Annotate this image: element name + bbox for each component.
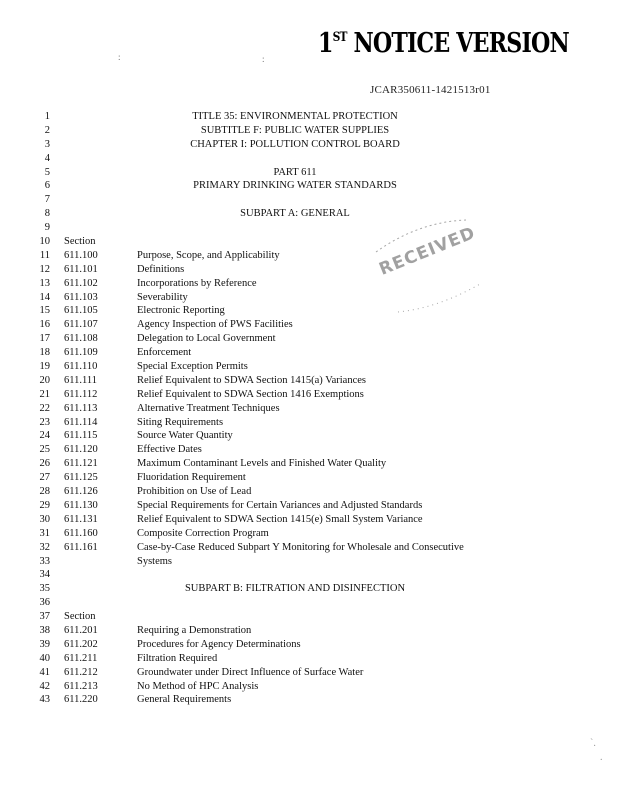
line-number: 26 xyxy=(39,458,50,470)
section-title: Incorporations by Reference xyxy=(137,277,257,289)
section-number: 611.220 xyxy=(64,694,98,706)
section-title: Delegation to Local Government xyxy=(137,333,276,345)
document-line xyxy=(0,429,618,443)
heading-text: CHAPTER I: POLLUTION CONTROL BOARD xyxy=(190,138,400,150)
document-line xyxy=(0,402,618,416)
numbered-lines xyxy=(0,110,618,707)
section-title: Special Requirements for Certain Variances and Adjusted Standards xyxy=(137,499,423,511)
section-title: Relief Equivalent to SDWA Section 1415(a) Variances xyxy=(137,374,367,386)
document-line xyxy=(0,235,618,249)
line-number: 35 xyxy=(39,583,50,595)
line-number: 14 xyxy=(39,291,50,303)
section-title: Severability xyxy=(137,291,188,303)
section-title: Prohibition on Use of Lead xyxy=(137,486,252,498)
line-number: 9 xyxy=(44,222,50,234)
section-title: Relief Equivalent to SDWA Section 1415(e) Small System Variance xyxy=(137,513,423,525)
section-title: Purpose, Scope, and Applicability xyxy=(137,249,280,261)
section-title: Relief Equivalent to SDWA Section 1416 Exemptions xyxy=(137,388,364,400)
line-number: 36 xyxy=(39,597,50,609)
document-line xyxy=(0,541,618,555)
section-number: 611.130 xyxy=(64,499,98,511)
section-number: 611.125 xyxy=(64,472,98,484)
section-number: 611.114 xyxy=(64,416,98,428)
section-number: 611.103 xyxy=(64,291,98,303)
line-number: 7 xyxy=(44,194,50,206)
line-number: 32 xyxy=(39,541,50,553)
section-title: Groundwater under Direct Influence of Surface Water xyxy=(137,666,364,678)
section-number: 611.111 xyxy=(64,374,97,386)
document-line xyxy=(0,304,618,318)
line-number: 31 xyxy=(39,527,50,539)
section-number: 611.213 xyxy=(64,680,98,692)
line-number: 2 xyxy=(44,124,50,136)
line-number: 19 xyxy=(39,361,50,373)
section-title: Special Exception Permits xyxy=(137,361,248,373)
document-line xyxy=(0,499,618,513)
section-column-heading: Section xyxy=(64,611,96,623)
line-number: 23 xyxy=(39,416,50,428)
line-number: 28 xyxy=(39,486,50,498)
section-title: No Method of HPC Analysis xyxy=(137,680,259,692)
line-number: 33 xyxy=(39,555,50,567)
section-title: Filtration Required xyxy=(137,652,218,664)
section-number: 611.110 xyxy=(64,361,98,373)
heading-text: SUBPART B: FILTRATION AND DISINFECTION xyxy=(184,583,406,595)
document-line xyxy=(0,110,618,124)
line-number: 10 xyxy=(39,236,50,248)
section-number: 611.131 xyxy=(64,513,98,525)
line-number: 15 xyxy=(39,305,50,317)
document-line xyxy=(0,666,618,680)
section-number: 611.102 xyxy=(64,277,98,289)
document-line xyxy=(0,207,618,221)
document-line xyxy=(0,124,618,138)
section-title: Maximum Contaminant Levels and Finished Water Quality xyxy=(137,458,387,470)
line-number: 17 xyxy=(39,333,50,345)
document-line xyxy=(0,249,618,263)
document-line xyxy=(0,555,618,569)
heading-text: SUBTITLE F: PUBLIC WATER SUPPLIES xyxy=(200,124,390,136)
scan-mark: `. xyxy=(590,738,596,749)
scan-mark: : xyxy=(262,54,265,64)
document-line xyxy=(0,152,618,166)
line-number: 3 xyxy=(44,138,50,150)
line-number: 41 xyxy=(39,666,50,678)
line-number: 20 xyxy=(39,374,50,386)
heading-text: PART 611 xyxy=(273,166,317,178)
section-number: 611.101 xyxy=(64,263,98,275)
line-number: 24 xyxy=(39,430,50,442)
document-line xyxy=(0,221,618,235)
section-title: Composite Correction Program xyxy=(137,527,269,539)
section-title: Definitions xyxy=(137,263,185,275)
document-line xyxy=(0,582,618,596)
section-title: Fluoridation Requirement xyxy=(137,472,246,484)
document-line xyxy=(0,652,618,666)
document-line xyxy=(0,443,618,457)
section-column-heading: Section xyxy=(64,236,96,248)
section-number: 611.113 xyxy=(64,402,98,414)
document-line xyxy=(0,263,618,277)
section-number: 611.107 xyxy=(64,319,98,331)
line-number: 11 xyxy=(39,249,50,261)
section-title: Alternative Treatment Techniques xyxy=(137,402,280,414)
document-line xyxy=(0,638,618,652)
line-number: 27 xyxy=(39,472,50,484)
document-line xyxy=(0,624,618,638)
document-line xyxy=(0,360,618,374)
heading-text: TITLE 35: ENVIRONMENTAL PROTECTION xyxy=(192,111,398,122)
document-line xyxy=(0,291,618,305)
section-title: Case-by-Case Reduced Subpart Y Monitoring for Wholesale and Consecutive xyxy=(137,541,464,553)
line-number: 18 xyxy=(39,347,50,359)
heading-text: PRIMARY DRINKING WATER STANDARDS xyxy=(193,180,397,192)
line-number: 37 xyxy=(39,611,50,623)
line-number: 1 xyxy=(44,111,50,122)
heading-text: SUBPART A: GENERAL xyxy=(240,208,350,220)
line-number: 25 xyxy=(39,444,50,456)
line-number: 40 xyxy=(39,652,50,664)
section-number: 611.202 xyxy=(64,638,98,650)
document-line xyxy=(0,680,618,694)
line-number: 12 xyxy=(39,263,50,275)
document-line xyxy=(0,693,618,707)
section-number: 611.211 xyxy=(64,652,98,664)
first-notice-stamp: 1ST NOTICE VERSION xyxy=(318,28,569,59)
section-number: 611.108 xyxy=(64,333,98,345)
document-line xyxy=(0,193,618,207)
section-number: 611.112 xyxy=(64,388,98,400)
section-title: Electronic Reporting xyxy=(137,305,225,317)
document-line xyxy=(0,374,618,388)
document-line xyxy=(0,527,618,541)
scan-mark: : xyxy=(118,52,121,62)
document-line xyxy=(0,138,618,152)
section-number: 611.126 xyxy=(64,486,98,498)
document-line xyxy=(0,166,618,180)
line-number: 5 xyxy=(44,166,50,178)
line-number: 4 xyxy=(44,152,50,164)
section-title: Procedures for Agency Determinations xyxy=(137,638,301,650)
section-title-continued: Systems xyxy=(137,555,173,567)
document-line xyxy=(0,471,618,485)
section-number: 611.201 xyxy=(64,624,98,636)
section-number: 611.109 xyxy=(64,347,98,359)
document-line xyxy=(0,388,618,402)
section-number: 611.105 xyxy=(64,305,98,317)
document-line xyxy=(0,416,618,430)
document-line xyxy=(0,457,618,471)
document-line xyxy=(0,513,618,527)
document-line xyxy=(0,568,618,582)
section-number: 611.160 xyxy=(64,527,98,539)
section-title: Agency Inspection of PWS Facilities xyxy=(137,319,293,331)
stamp-word: RECEIVED xyxy=(376,223,479,280)
section-number: 611.212 xyxy=(64,666,98,678)
section-title: Effective Dates xyxy=(137,444,202,456)
section-number: 611.100 xyxy=(64,249,98,261)
section-title: Siting Requirements xyxy=(137,416,224,428)
line-number: 29 xyxy=(39,499,50,511)
section-number: 611.120 xyxy=(64,444,98,456)
section-title: General Requirements xyxy=(137,694,232,706)
line-number: 21 xyxy=(39,388,50,400)
line-number: 16 xyxy=(39,319,50,331)
document-line xyxy=(0,179,618,193)
document-line xyxy=(0,332,618,346)
document-line xyxy=(0,485,618,499)
section-number: 611.161 xyxy=(64,541,98,553)
section-title: Source Water Quantity xyxy=(137,430,233,442)
line-number: 42 xyxy=(39,680,50,692)
section-number: 611.121 xyxy=(64,458,98,470)
line-number: 6 xyxy=(44,180,50,192)
line-number: 8 xyxy=(44,208,50,220)
section-number: 611.115 xyxy=(64,430,98,442)
section-title: Requiring a Demonstration xyxy=(137,624,252,636)
line-number: 34 xyxy=(39,569,50,581)
line-number: 13 xyxy=(39,277,50,289)
document-line xyxy=(0,277,618,291)
document-line xyxy=(0,346,618,360)
line-number: 39 xyxy=(39,638,50,650)
line-number: 30 xyxy=(39,513,50,525)
document-line xyxy=(0,610,618,624)
scan-mark: . xyxy=(600,752,603,763)
document-line xyxy=(0,318,618,332)
document-line xyxy=(0,596,618,610)
line-number: 43 xyxy=(39,694,50,706)
line-number: 38 xyxy=(39,624,50,636)
line-number: 22 xyxy=(39,402,50,414)
document-id: JCAR350611-1421513r01 xyxy=(370,84,491,96)
section-title: Enforcement xyxy=(137,347,192,359)
